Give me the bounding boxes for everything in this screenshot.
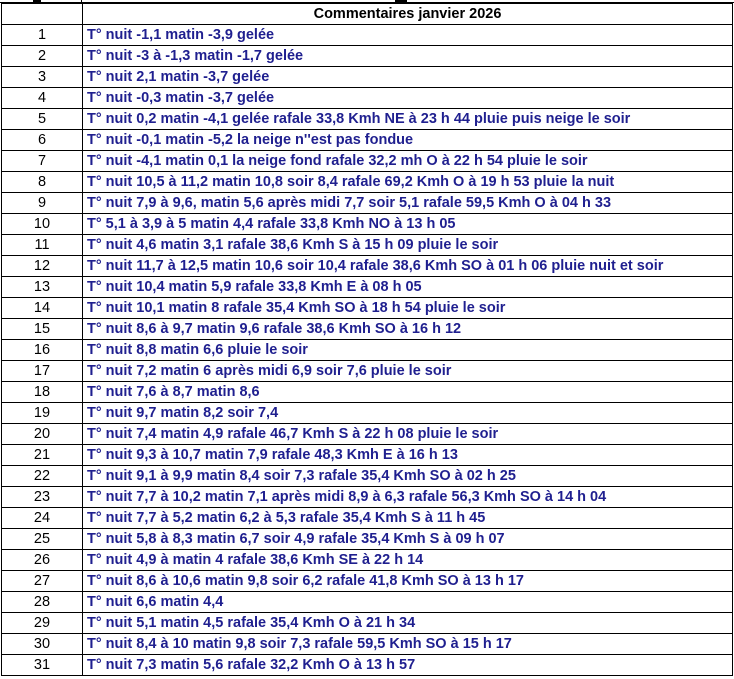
comment-cell[interactable]: T° nuit 7,4 matin 4,9 rafale 46,7 Kmh S à 22 h 08 pluie le soir [83,424,733,445]
comment-cell[interactable]: T° nuit 10,5 à 11,2 matin 10,8 soir 8,4 rafale 69,2 Kmh O à 19 h 53 pluie la nuit [83,172,733,193]
row-number-cell[interactable]: 6 [2,130,83,151]
comment-cell[interactable]: T° nuit 6,6 matin 4,4 [83,592,733,613]
table-row [2,592,733,613]
row-number-cell[interactable]: 7 [2,151,83,172]
comment-cell[interactable]: T° nuit 9,7 matin 8,2 soir 7,4 [83,403,733,424]
header-number-cell[interactable] [2,4,83,25]
comment-cell[interactable]: T° 5,1 à 3,9 à 5 matin 4,4 rafale 33,8 Kmh NO à 13 h 05 [83,214,733,235]
comment-cell[interactable]: T° nuit -4,1 matin 0,1 la neige fond rafale 32,2 mh O à 22 h 54 pluie le soir [83,151,733,172]
table-row [2,256,733,277]
row-number-cell[interactable]: 27 [2,571,83,592]
row-number-cell[interactable]: 4 [2,88,83,109]
table-row [2,340,733,361]
table-row [2,277,733,298]
row-number-cell[interactable]: 19 [2,403,83,424]
row-number-cell[interactable]: 13 [2,277,83,298]
header-row [2,4,733,25]
row-number-cell[interactable]: 18 [2,382,83,403]
table-row [2,550,733,571]
comment-cell[interactable]: T° nuit 0,2 matin -4,1 gelée rafale 33,8 Kmh NE à 23 h 44 pluie puis neige le soir [83,109,733,130]
table-row [2,634,733,655]
table-body [2,4,733,676]
table-row [2,151,733,172]
table-row [2,298,733,319]
comment-cell[interactable]: T° nuit 10,4 matin 5,9 rafale 33,8 Kmh E à 08 h 05 [83,277,733,298]
row-number-cell[interactable]: 11 [2,235,83,256]
comment-cell[interactable]: T° nuit -3 à -1,3 matin -1,7 gelée [83,46,733,67]
comment-cell[interactable]: T° nuit 5,8 à 8,3 matin 6,7 soir 4,9 rafale 35,4 Kmh S à 09 h 07 [83,529,733,550]
comment-cell[interactable]: T° nuit 7,7 à 5,2 matin 6,2 à 5,3 rafale 35,4 Kmh S à 11 h 45 [83,508,733,529]
row-number-cell[interactable]: 31 [2,655,83,676]
table-row [2,25,733,46]
table-row [2,487,733,508]
table-row [2,613,733,634]
row-number-cell[interactable]: 10 [2,214,83,235]
row-number-cell[interactable]: 20 [2,424,83,445]
comment-cell[interactable]: T° nuit 2,1 matin -3,7 gelée [83,67,733,88]
table-row [2,466,733,487]
row-number-cell[interactable]: 25 [2,529,83,550]
row-number-cell[interactable]: 26 [2,550,83,571]
table-row [2,655,733,676]
table-row [2,508,733,529]
row-number-cell[interactable]: 23 [2,487,83,508]
row-number-cell[interactable]: 1 [2,25,83,46]
row-number-cell[interactable]: 24 [2,508,83,529]
comment-cell[interactable]: T° nuit 8,6 à 10,6 matin 9,8 soir 6,2 rafale 41,8 Kmh SO à 13 h 17 [83,571,733,592]
table-row [2,172,733,193]
comment-cell[interactable]: T° nuit 8,4 à 10 matin 9,8 soir 7,3 rafale 59,5 Kmh SO à 15 h 17 [83,634,733,655]
table-row [2,445,733,466]
comment-cell[interactable]: T° nuit 4,9 à matin 4 rafale 38,6 Kmh SE à 22 h 14 [83,550,733,571]
table-row [2,193,733,214]
comment-cell[interactable]: T° nuit 10,1 matin 8 rafale 35,4 Kmh SO à 18 h 54 pluie le soir [83,298,733,319]
table-row [2,235,733,256]
comment-cell[interactable]: T° nuit 7,3 matin 5,6 rafale 32,2 Kmh O à 13 h 57 [83,655,733,676]
comment-cell[interactable]: T° nuit 7,9 à 9,6, matin 5,6 après midi 7,7 soir 5,1 rafale 59,5 Kmh O à 04 h 33 [83,193,733,214]
row-number-cell[interactable]: 30 [2,634,83,655]
comment-cell[interactable]: T° nuit 5,1 matin 4,5 rafale 35,4 Kmh O à 21 h 34 [83,613,733,634]
row-number-cell[interactable]: 17 [2,361,83,382]
row-number-cell[interactable]: 29 [2,613,83,634]
comment-cell[interactable]: T° nuit -1,1 matin -3,9 gelée [83,25,733,46]
row-number-cell[interactable]: 15 [2,319,83,340]
cell-fragment [395,0,407,2]
table-row [2,130,733,151]
row-number-cell[interactable]: 3 [2,67,83,88]
comment-cell[interactable]: T° nuit 7,6 à 8,7 matin 8,6 [83,382,733,403]
row-number-cell[interactable]: 8 [2,172,83,193]
row-number-cell[interactable]: 21 [2,445,83,466]
table-row [2,571,733,592]
comment-cell[interactable]: T° nuit 8,6 à 9,7 matin 9,6 rafale 38,6 Kmh SO à 16 h 12 [83,319,733,340]
table-row [2,529,733,550]
comment-cell[interactable]: T° nuit 8,8 matin 6,6 pluie le soir [83,340,733,361]
row-number-cell[interactable]: 12 [2,256,83,277]
cell-fragment [33,0,41,2]
row-number-cell[interactable]: 14 [2,298,83,319]
comment-cell[interactable]: T° nuit 9,3 à 10,7 matin 7,9 rafale 48,3 Kmh E à 16 h 13 [83,445,733,466]
row-number-cell[interactable]: 16 [2,340,83,361]
table-row [2,88,733,109]
comment-cell[interactable]: T° nuit -0,3 matin -3,7 gelée [83,88,733,109]
table-row [2,109,733,130]
table-row [2,361,733,382]
row-number-cell[interactable]: 28 [2,592,83,613]
table-row [2,382,733,403]
comment-cell[interactable]: T° nuit 7,2 matin 6 après midi 6,9 soir 7,6 pluie le soir [83,361,733,382]
table-row [2,424,733,445]
comment-cell[interactable]: T° nuit 7,7 à 10,2 matin 7,1 après midi 8,9 à 6,3 rafale 56,3 Kmh SO à 14 h 04 [83,487,733,508]
table-row [2,319,733,340]
comments-table [1,3,733,676]
row-number-cell[interactable]: 22 [2,466,83,487]
table-row [2,214,733,235]
comment-cell[interactable]: T° nuit 4,6 matin 3,1 rafale 38,6 Kmh S à 15 h 09 pluie le soir [83,235,733,256]
comment-cell[interactable]: T° nuit -0,1 matin -5,2 la neige n''est pas fondue [83,130,733,151]
table-row [2,67,733,88]
comment-cell[interactable]: T° nuit 9,1 à 9,9 matin 8,4 soir 7,3 rafale 35,4 Kmh SO à 02 h 25 [83,466,733,487]
table-row [2,403,733,424]
row-number-cell[interactable]: 5 [2,109,83,130]
row-number-cell[interactable]: 2 [2,46,83,67]
header-title-cell[interactable]: Commentaires janvier 2026 [83,4,733,25]
row-number-cell[interactable]: 9 [2,193,83,214]
table-row [2,46,733,67]
comment-cell[interactable]: T° nuit 11,7 à 12,5 matin 10,6 soir 10,4 rafale 38,6 Kmh SO à 01 h 06 pluie nuit et soir [83,256,733,277]
